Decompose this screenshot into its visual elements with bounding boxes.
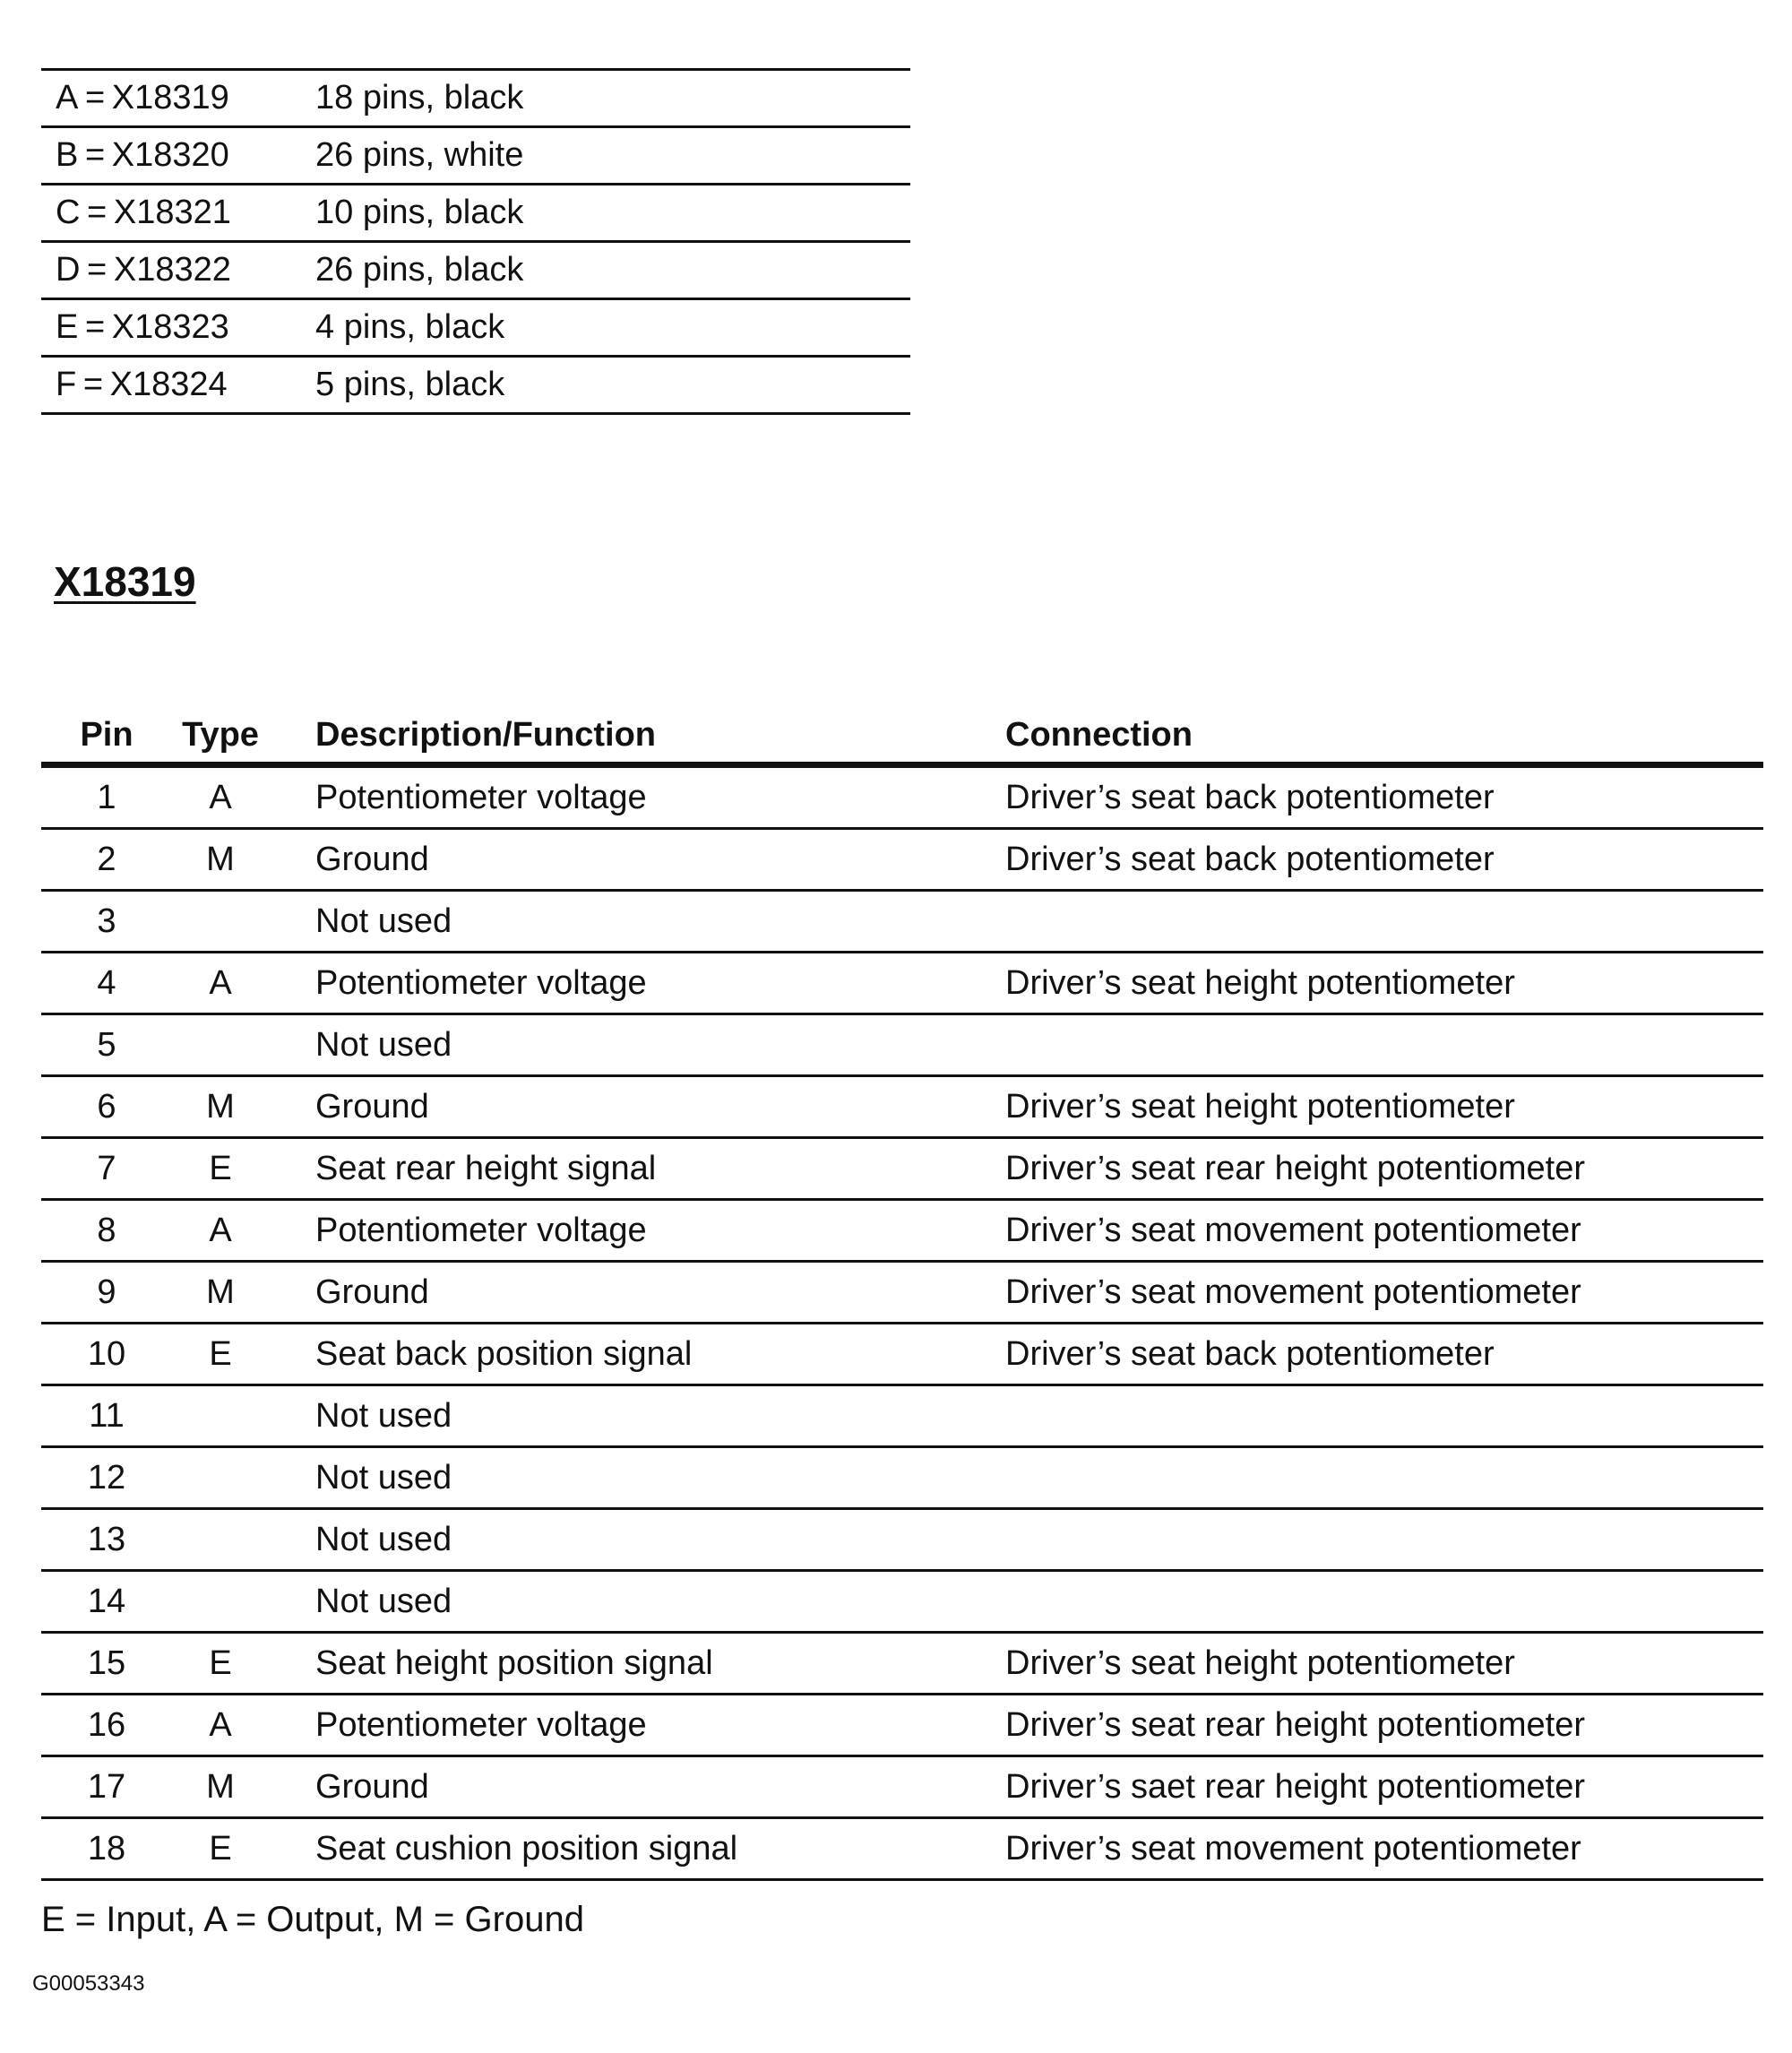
pin-description: Seat cushion position signal [315,1829,738,1868]
pin-description: Seat height position signal [315,1643,713,1682]
table-row [41,1201,1763,1263]
pin-type: E [209,1149,232,1187]
pin-description: Not used [315,1396,452,1435]
connector-code: D = X18322 [56,251,231,289]
pin-number: 12 [87,1458,126,1497]
pin-type: M [206,1272,235,1311]
pin-connection: Driver’s seat movement potentiometer [1005,1272,1581,1311]
table-row [41,1015,1763,1077]
pin-number: 10 [87,1334,126,1373]
pin-number: 5 [97,1025,116,1064]
type-legend: E = Input, A = Output, M = Ground [41,1900,584,1939]
table-row [41,1139,1763,1201]
pin-type: A [209,778,232,816]
pin-type: E [209,1829,232,1868]
connector-row [41,243,910,300]
table-row [41,892,1763,953]
pin-number: 1 [97,778,116,816]
table-row [41,1695,1763,1757]
connector-row [41,300,910,358]
connector-code: B = X18320 [56,136,229,174]
table-row [41,1510,1763,1572]
pin-description: Ground [315,840,429,878]
pin-description: Not used [315,1582,452,1620]
pin-number: 11 [89,1396,125,1435]
connector-summary-table [41,68,910,415]
pin-connection: Driver’s seat movement potentiometer [1005,1829,1581,1868]
connector-description: 4 pins, black [315,308,505,346]
pin-description: Seat rear height signal [315,1149,657,1187]
table-row [41,1324,1763,1386]
pin-number: 18 [87,1829,126,1868]
pin-table-body [41,768,1763,1881]
pin-description: Potentiometer voltage [315,1211,647,1249]
table-row [41,830,1763,892]
table-row [41,1263,1763,1324]
pin-number: 9 [97,1272,116,1311]
pin-number: 8 [97,1211,116,1249]
pin-number: 6 [97,1087,116,1126]
pin-description: Not used [315,1458,452,1497]
pin-connection: Driver’s seat height potentiometer [1005,963,1515,1002]
connector-row [41,185,910,243]
connector-row [41,358,910,415]
pin-type: M [206,840,235,878]
pin-number: 16 [87,1705,126,1744]
pin-table [41,708,1763,1881]
pin-connection: Driver’s seat back potentiometer [1005,1334,1495,1373]
pin-connection: Driver’s seat movement potentiometer [1005,1211,1581,1249]
pin-number: 2 [97,840,116,878]
connector-code: E = X18323 [56,308,229,346]
pin-connection: Driver’s saet rear height potentiometer [1005,1767,1586,1806]
pin-number: 15 [87,1643,126,1682]
pin-connection: Driver’s seat height potentiometer [1005,1087,1515,1126]
header-pin: Pin [80,715,134,754]
connector-description: 26 pins, black [315,251,524,289]
connector-code: C = X18321 [56,194,231,231]
figure-id: G00053343 [32,1971,145,1996]
pin-connection: Driver’s seat back potentiometer [1005,840,1495,878]
connector-row [41,128,910,185]
pin-table-header [41,708,1763,768]
pin-type: M [206,1767,235,1806]
connector-description: 18 pins, black [315,79,524,116]
pin-number: 3 [97,901,116,940]
pin-description: Seat back position signal [315,1334,693,1373]
pin-type: A [209,1705,232,1744]
pin-number: 14 [87,1582,126,1620]
connector-code: A = X18319 [56,79,229,116]
pin-description: Potentiometer voltage [315,1705,647,1744]
pin-description: Ground [315,1767,429,1806]
pin-description: Not used [315,901,452,940]
connector-description: 5 pins, black [315,366,505,403]
table-row [41,1757,1763,1819]
pin-description: Potentiometer voltage [315,778,647,816]
pin-connection: Driver’s seat back potentiometer [1005,778,1495,816]
pin-connection: Driver’s seat height potentiometer [1005,1643,1515,1682]
pin-type: A [209,963,232,1002]
pin-description: Ground [315,1272,429,1311]
section-title: X18319 [54,558,196,605]
table-row [41,1077,1763,1139]
table-row [41,1572,1763,1634]
table-row [41,953,1763,1015]
pin-number: 13 [87,1520,126,1558]
connector-code: F = X18324 [56,366,228,403]
pin-description: Not used [315,1025,452,1064]
pin-number: 7 [97,1149,116,1187]
header-connection: Connection [1005,715,1193,754]
pin-number: 4 [97,963,116,1002]
pin-type: E [209,1643,232,1682]
pin-number: 17 [87,1767,126,1806]
pin-description: Potentiometer voltage [315,963,647,1002]
pin-connection: Driver’s seat rear height potentiometer [1005,1705,1586,1744]
connector-description: 10 pins, black [315,194,524,231]
pin-connection: Driver’s seat rear height potentiometer [1005,1149,1586,1187]
table-row [41,1448,1763,1510]
connector-row [41,71,910,128]
table-row [41,1819,1763,1881]
header-type: Type [182,715,259,754]
table-row [41,768,1763,830]
pin-description: Not used [315,1520,452,1558]
pin-type: E [209,1334,232,1373]
header-description: Description/Function [315,715,656,754]
pin-type: M [206,1087,235,1126]
pin-type: A [209,1211,232,1249]
table-row [41,1634,1763,1695]
pin-description: Ground [315,1087,429,1126]
connector-description: 26 pins, white [315,136,524,174]
table-row [41,1386,1763,1448]
